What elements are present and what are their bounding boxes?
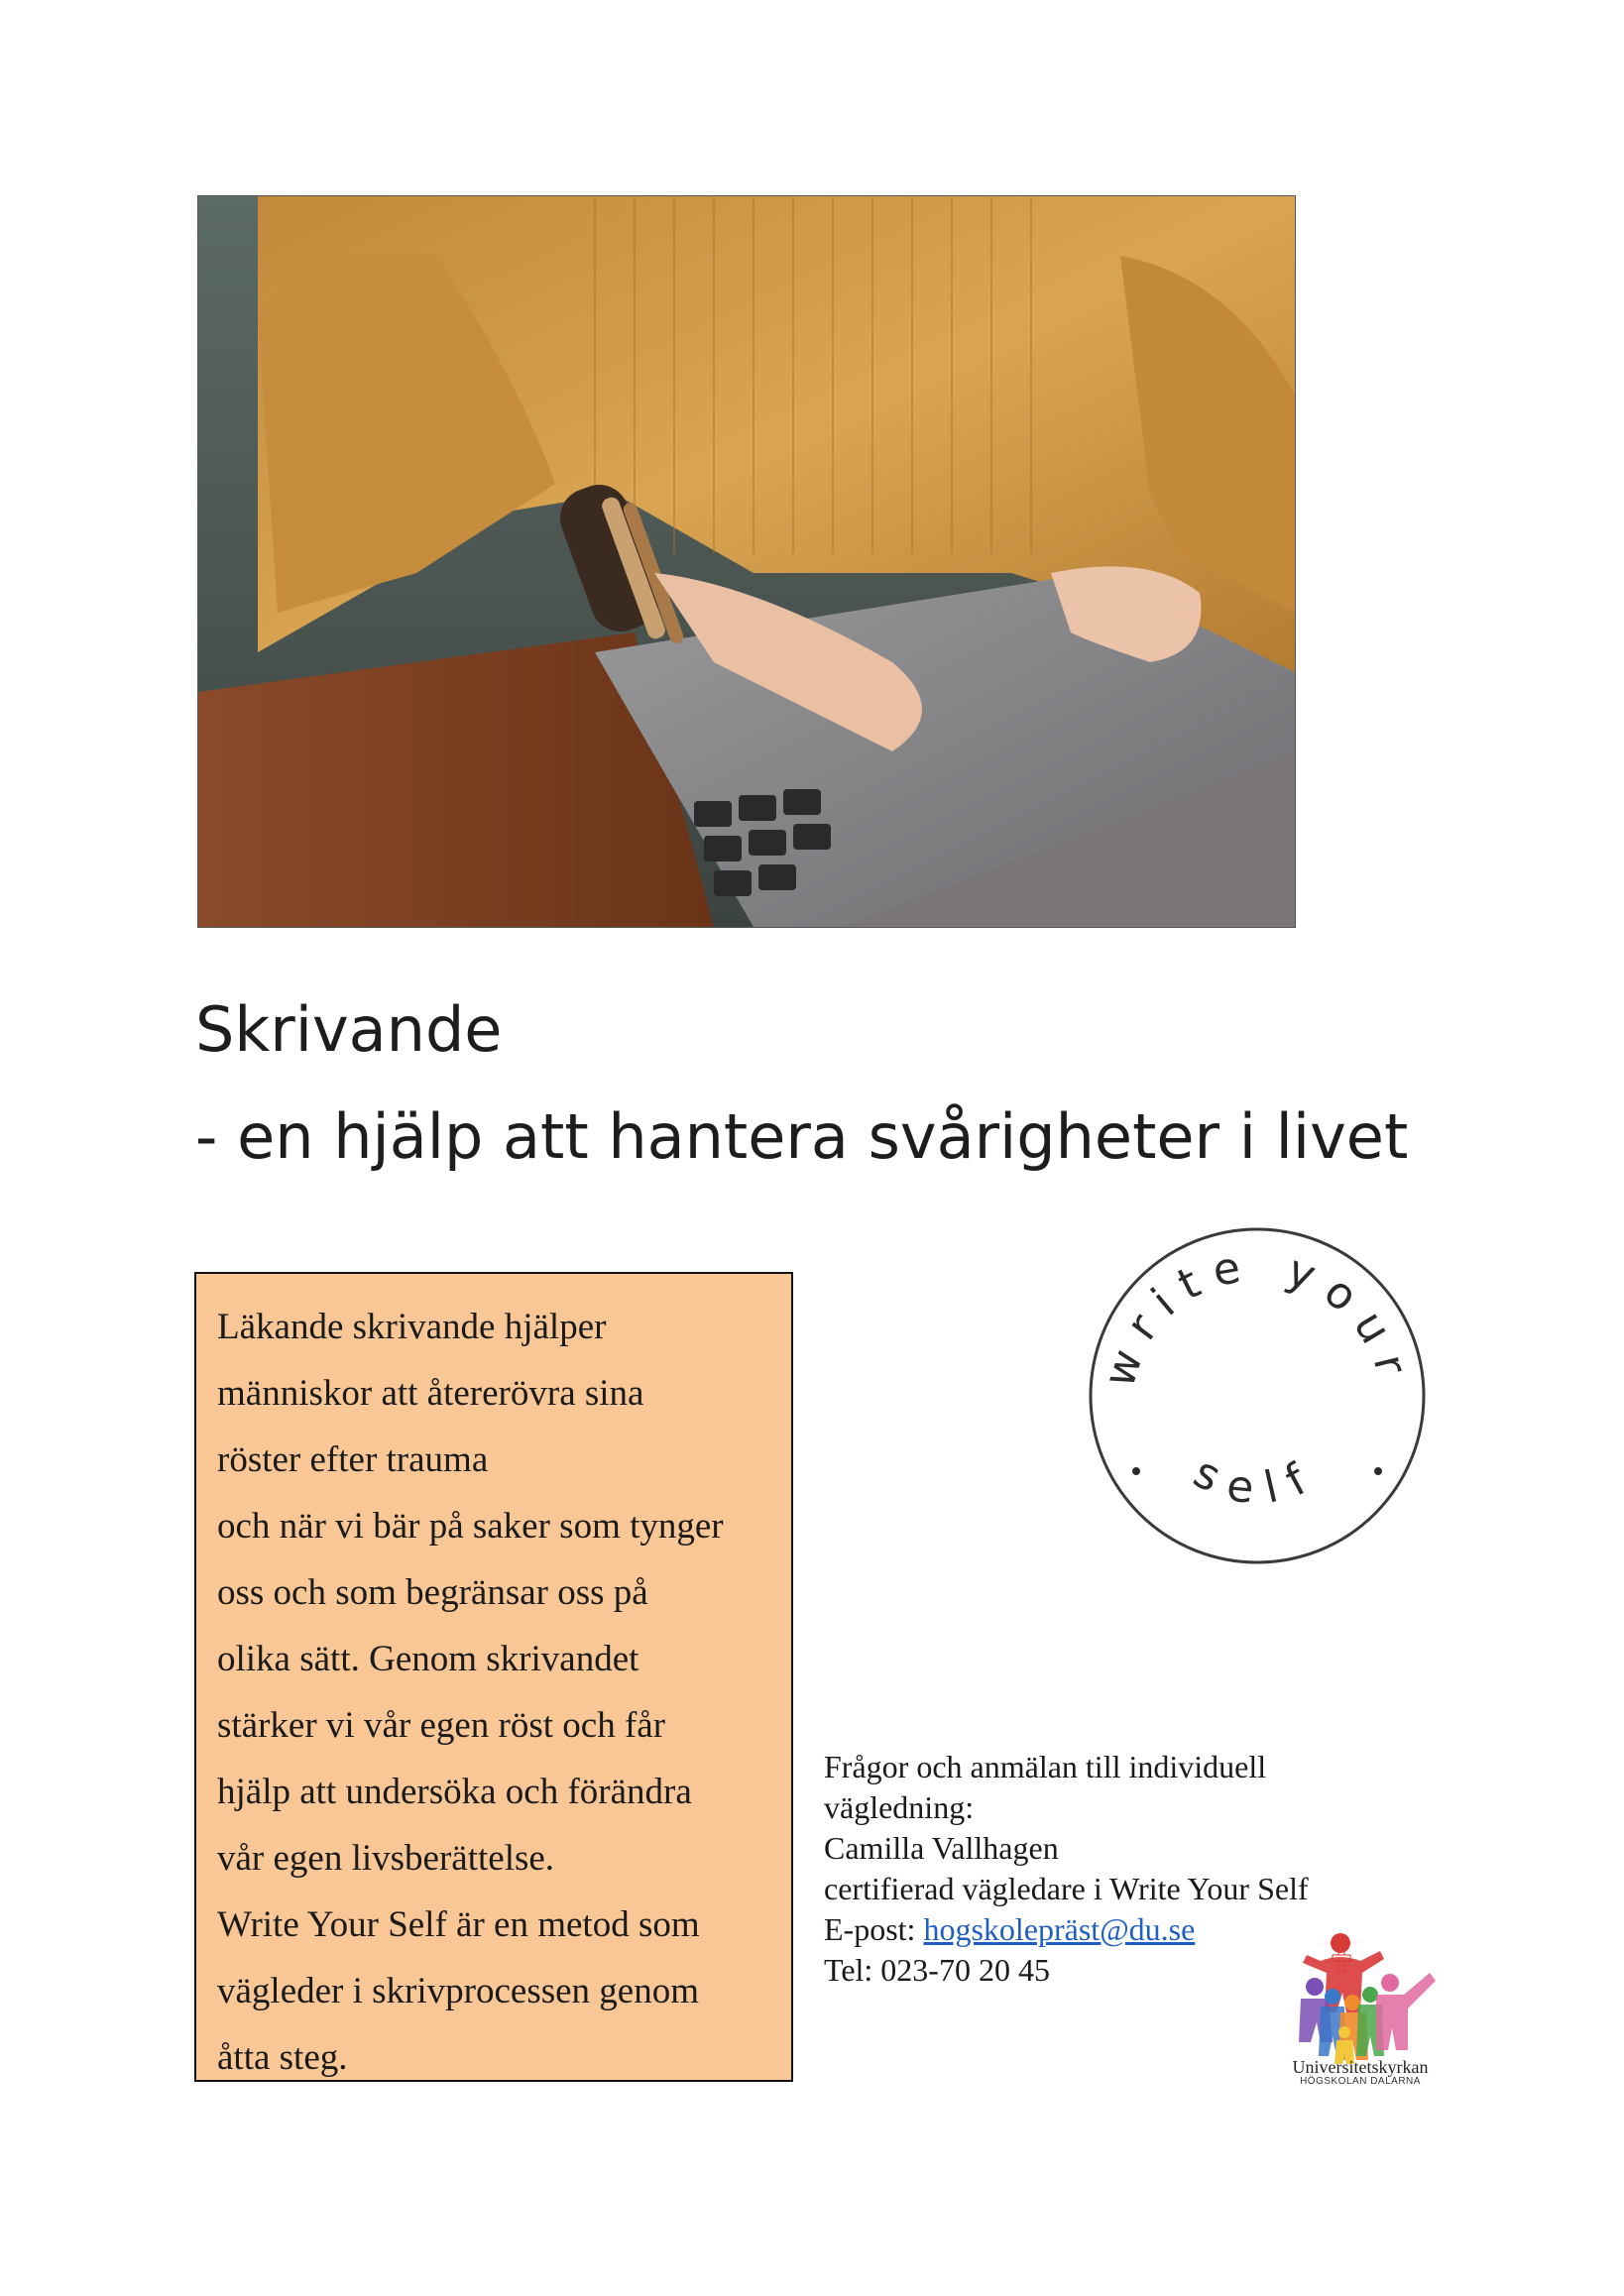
contact-role: certifierad vägledare i Write Your Self [824,1871,1309,1906]
email-link[interactable]: hogskolepräst@du.se [923,1911,1196,1947]
info-line: åtta steg. [217,2037,348,2078]
title-line-2: - en hjälp att hantera svårigheter i livet [195,1100,1409,1173]
write-your-self-logo [1079,1217,1436,1574]
info-line: oss och som begränsar oss på [217,1572,648,1613]
info-line: röster efter trauma [217,1439,489,1480]
svg-text:write your [1094,1240,1420,1393]
badge-text-bottom: self [1186,1446,1330,1516]
info-line: och när vi bär på saker som tynger [217,1506,724,1547]
page-title [195,976,1408,1191]
church-name: Universitetskyrkan [1292,2057,1429,2077]
badge-text-top: write your [1094,1239,1420,1394]
info-line: olika sätt. Genom skrivandet [217,1639,639,1679]
email-label: E-post: [824,1911,924,1947]
info-box [194,1272,793,2082]
hero-photo [197,195,1296,928]
info-line: hjälp att undersöka och förändra [217,1772,692,1812]
info-line: Läkande skrivande hjälper [217,1307,607,1347]
info-line: människor att återerövra sina [217,1373,644,1414]
contact-line-1: Frågor och anmälan till individuell [824,1749,1267,1784]
info-line: vår egen livsberättelse. [217,1838,555,1879]
contact-block [824,1747,1309,1991]
contact-name: Camilla Vallhagen [824,1830,1059,1866]
info-line: vägleder i skrivprocessen genom [217,1971,699,2011]
title-line-1: Skrivande [195,993,503,1066]
church-subtitle: HÖGSKOLAN DALARNA [1300,2076,1421,2087]
contact-email-row [824,1909,1309,1950]
contact-phone: Tel: 023-70 20 45 [824,1952,1050,1988]
svg-text:self [1186,1447,1329,1516]
info-line: Write Your Self är en metod som [217,1904,700,1945]
contact-line-2: vägledning: [824,1789,975,1825]
info-line: stärker vi vår egen röst och får [217,1705,666,1746]
